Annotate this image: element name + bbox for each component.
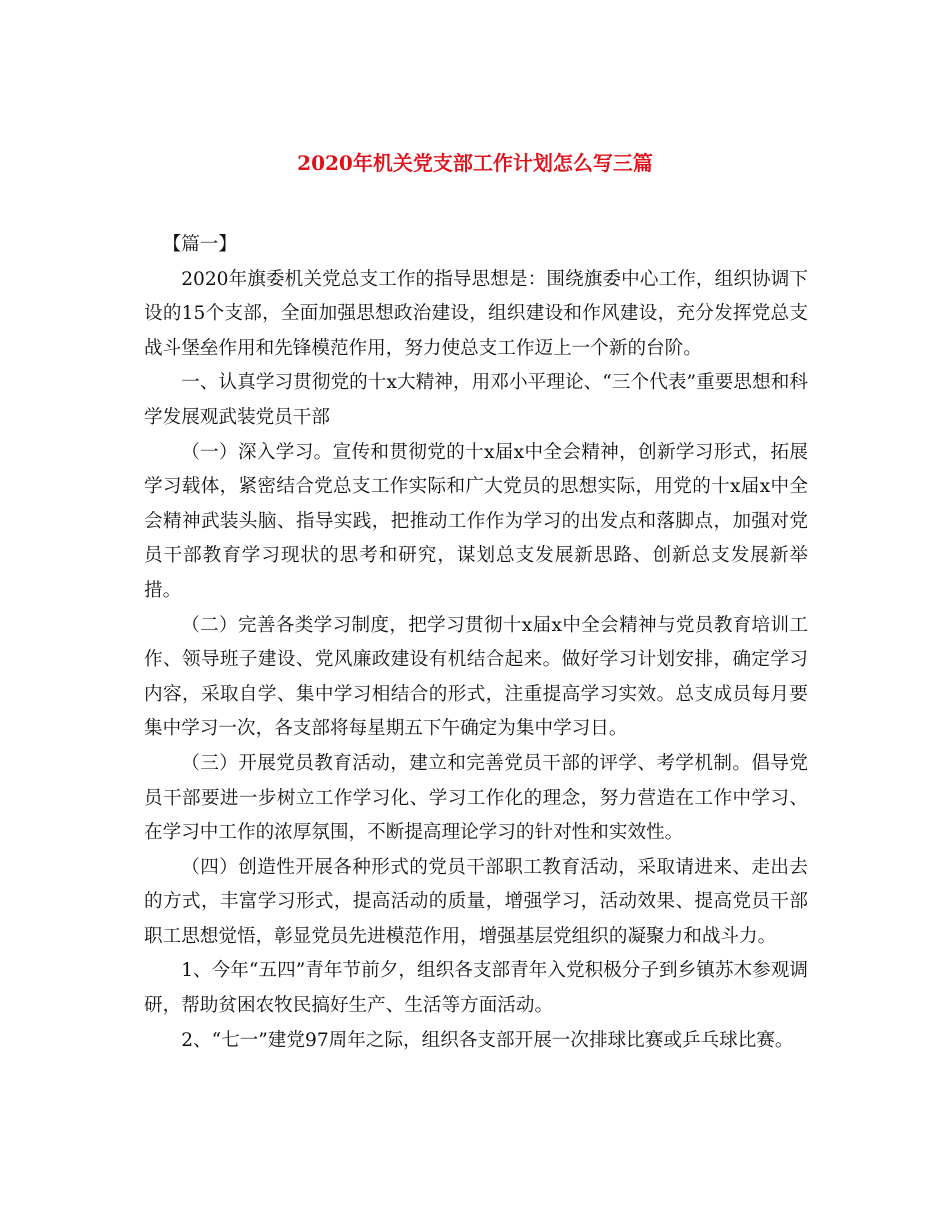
paragraph-heading-one: 一、认真学习贯彻党的十x大精神，用邓小平理论、“三个代表”重要思想和科学发展观武装党员干部: [144, 372, 808, 428]
paragraph-item-4: （四）创造性开展各种形式的党员干部职工教育活动，采取请进来、走出去的方式，丰富学习形式，提高活动的质量，增强学习，活动效果、提高党员干部职工思想觉悟，彰显党员先进模范作用，增强基层党组织的凝聚力和战斗力。: [144, 856, 808, 947]
paragraph-item-2: （二）完善各类学习制度，把学习贯彻十x届x中全会精神与党员教育培训工作、领导班子建设、党风廉政建设有机结合起来。做好学习计划安排，确定学习内容，采取自学、集中学习相结合的形式，注重提高学习实效。总支成员每月要集中学习一次，各支部将每星期五下午确定为集中学习日。: [144, 614, 808, 740]
paragraph-guiding-thought: 2020年旗委机关党总支工作的指导思想是：围绕旗委中心工作，组织协调下设的15个支部，全面加强思想政治建设，组织建设和作风建设，充分发挥党总支战斗堡垒作用和先锋模范作用，努力使总支工作迈上一个新的台阶。: [144, 268, 808, 359]
section-label: 【篇一】: [162, 234, 237, 255]
paragraph-item-3: （三）开展党员教育活动，建立和完善党员干部的评学、考学机制。倡导党员干部要进一步树立工作学习化、学习工作化的理念，努力营造在工作中学习、在学习中工作的浓厚氛围，不断提高理论学习的针对性和实效性。: [144, 752, 808, 844]
paragraph-activity-2: 2、“七一”建党97周年之际，组织各支部开展一次排球比赛或乒乓球比赛。: [181, 1029, 794, 1051]
document-title: 2020年机关党支部工作计划怎么写三篇: [297, 151, 653, 175]
document-body: [144, 228, 808, 1058]
paragraph-activity-1: 1、今年“五四”青年节前夕，组织各支部青年入党积极分子到乡镇苏木参观调研，帮助贫困农牧民搞好生产、生活等方面活动。: [144, 960, 808, 1017]
paragraph-item-1: （一）深入学习。宣传和贯彻党的十x届x中全会精神，创新学习形式，拓展学习载体，紧密结合党总支工作实际和广大党员的思想实际，用党的十x届x中全会精神武装头脑、指导实践，把推动工作作为学习的出发点和落脚点，加强对党员干部教育学习现状的思考和研究，谋划总支发展新思路、创新总支发展新举措。: [144, 441, 808, 601]
